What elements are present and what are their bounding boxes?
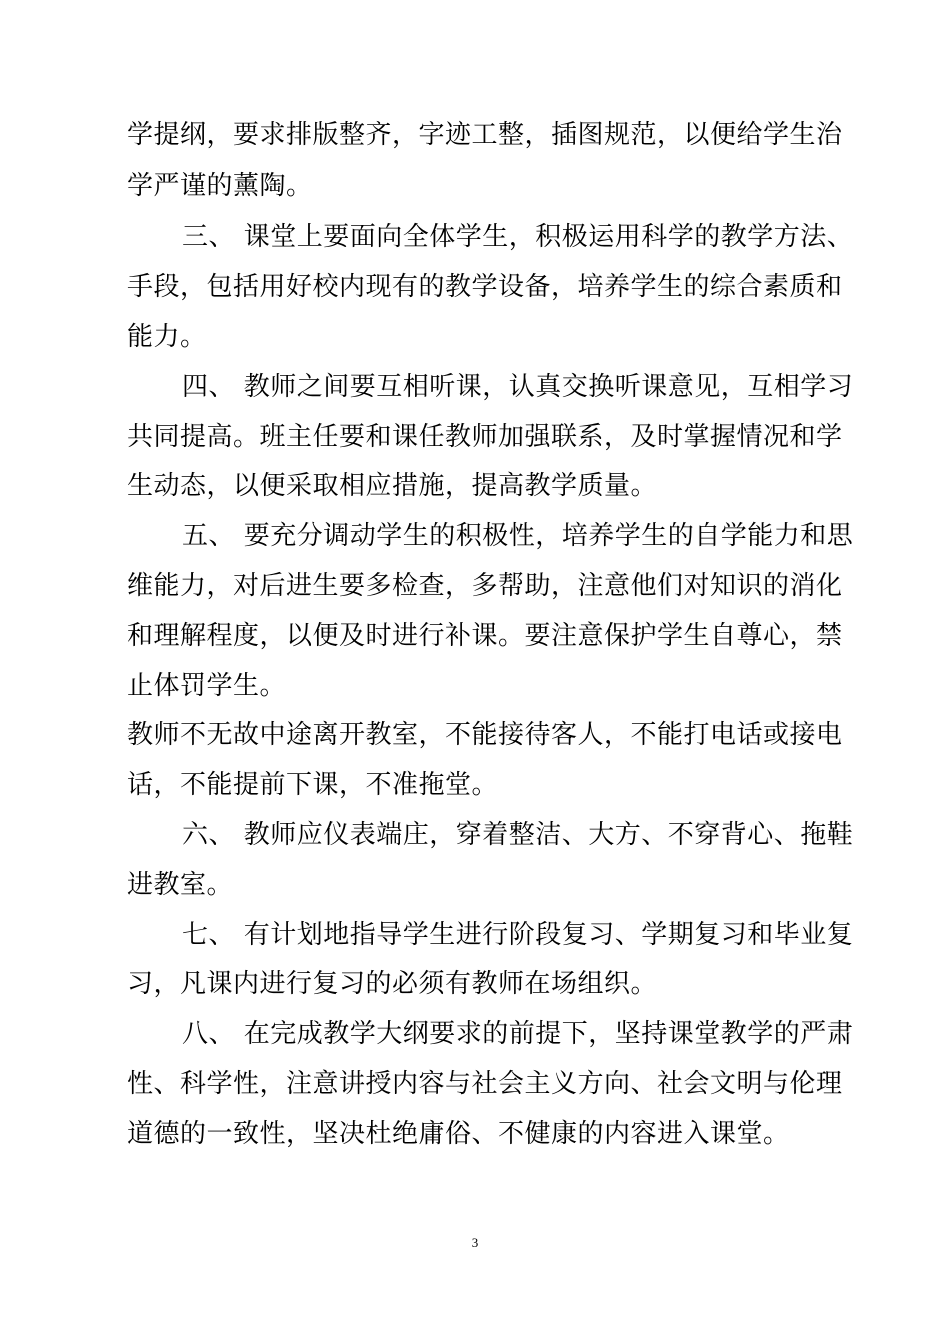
page-number: 3 <box>471 1235 479 1250</box>
section-3-heading-line: 三、 课堂上要面向全体学生，积极运用科学的教学方法、 <box>182 222 854 252</box>
section-4-heading-line: 四、 教师之间要互相听课，认真交换听课意见，互相学习 <box>182 372 854 402</box>
section-8-heading-line: 八、 在完成教学大纲要求的前提下，坚持课堂教学的严肃 <box>182 1019 854 1049</box>
text-line: 进教室。 <box>127 870 234 900</box>
text-line: 止体罚学生。 <box>127 671 287 701</box>
text-line: 学严谨的薰陶。 <box>127 171 313 201</box>
section-5-heading-line: 五、 要充分调动学生的积极性，培养学生的自学能力和思 <box>182 521 854 551</box>
text-line: 道德的一致性，坚决杜绝庸俗、不健康的内容进入课堂。 <box>127 1119 790 1149</box>
text-line: 学提纲，要求排版整齐，字迹工整，插图规范，以便给学生治 <box>127 120 843 150</box>
section-7-heading-line: 七、 有计划地指导学生进行阶段复习、学期复习和毕业复 <box>182 920 854 950</box>
section-6-heading-line: 六、 教师应仪表端庄，穿着整洁、大方、不穿背心、拖鞋 <box>182 820 854 850</box>
text-line: 习，凡课内进行复习的必须有教师在场组织。 <box>127 969 658 999</box>
text-line: 性、科学性，注意讲授内容与社会主义方向、社会文明与伦理 <box>127 1069 843 1099</box>
text-line: 能力。 <box>127 322 207 352</box>
text-line: 生动态，以便采取相应措施，提高教学质量。 <box>127 471 658 501</box>
text-line: 维能力，对后进生要多检查，多帮助，注意他们对知识的消化 <box>127 571 843 601</box>
text-line: 教师不无故中途离开教室，不能接待客人，不能打电话或接电 <box>127 720 843 750</box>
text-line: 手段，包括用好校内现有的教学设备，培养学生的综合素质和 <box>127 272 843 302</box>
text-line: 共同提高。班主任要和课任教师加强联系，及时掌握情况和学 <box>127 422 843 452</box>
text-line: 和理解程度，以便及时进行补课。要注意保护学生自尊心，禁 <box>127 621 843 651</box>
text-line: 话，不能提前下课，不准拖堂。 <box>127 770 499 800</box>
